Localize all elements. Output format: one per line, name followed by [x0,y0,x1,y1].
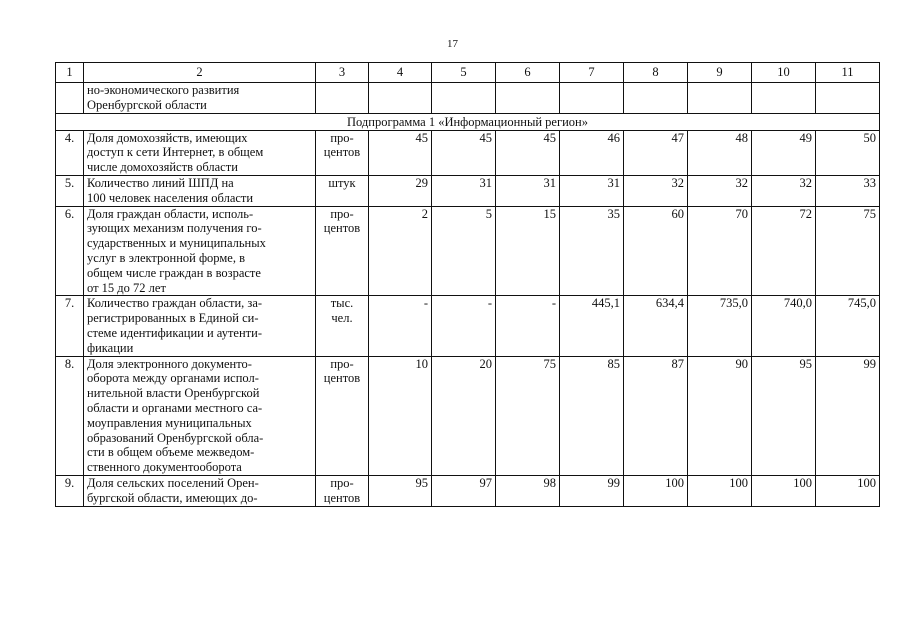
value-cell: 745,0 [816,296,880,356]
page-number: 17 [447,38,458,50]
unit-line: центов [323,371,361,386]
unit-line: центов [323,490,361,505]
text-line: услуг в электронной форме, в [87,250,245,265]
text-line: но-экономического развития [87,83,240,97]
table-row [56,130,880,175]
value-cell: 740,0 [752,296,816,356]
value-cell: 98 [496,475,560,506]
unit-cell [316,130,369,175]
value-cell: 31 [432,175,496,206]
column-header: 11 [816,63,880,83]
text-line: Доля сельских поселений Орен- [87,475,259,490]
row-number: 4. [56,130,84,175]
indicators-table [55,62,880,507]
value-cell: 85 [560,356,624,475]
column-header: 4 [369,63,432,83]
value-cell: 5 [432,206,496,296]
value-cell: 95 [369,475,432,506]
value-cell: 20 [432,356,496,475]
text-line: регистрированных в Единой си- [87,311,259,326]
value-cell: 100 [816,475,880,506]
text-line: стеме идентификации и аутенти- [87,325,262,340]
value-cell: 47 [624,130,688,175]
value-cell: 31 [560,175,624,206]
value-cell: 100 [752,475,816,506]
value-cell: 31 [496,175,560,206]
unit-line: про- [330,206,354,221]
unit-line: центов [323,221,361,236]
column-header: 3 [316,63,369,83]
unit-line: центов [323,145,361,160]
unit-line: про- [330,356,354,371]
indicator-description [84,175,316,206]
table-row [56,475,880,506]
text-line: Количество граждан области, за- [87,296,263,311]
column-header: 8 [624,63,688,83]
value-cell: - [432,296,496,356]
unit-cell [316,296,369,356]
value-cell: 45 [432,130,496,175]
text-line: моуправления муниципальных [87,415,252,430]
table-row [56,296,880,356]
table-row [56,175,880,206]
value-cell: 100 [688,475,752,506]
unit-line: чел. [331,311,353,326]
table-row [56,206,880,296]
row-number: 8. [56,356,84,475]
unit-line: про- [330,130,354,145]
indicator-description [84,356,316,475]
value-cell: 72 [752,206,816,296]
value-cell: 100 [624,475,688,506]
section-row [56,113,880,130]
text-line: нительной власти Оренбургской [87,386,260,401]
text-line: доступ к сети Интернет, в общем [87,145,264,160]
unit-line: штук [328,175,356,190]
indicator-description [84,296,316,356]
indicator-description [84,206,316,296]
text-line: зующих механизм получения го- [87,221,262,236]
value-cell: 60 [624,206,688,296]
column-header: 2 [84,63,316,83]
column-header: 9 [688,63,752,83]
value-cell: 32 [688,175,752,206]
value-cell: 45 [369,130,432,175]
row-number: 9. [56,475,84,506]
value-cell: 75 [496,356,560,475]
value-cell: 87 [624,356,688,475]
text-line: Доля домохозяйств, имеющих [87,130,248,145]
value-cell: 50 [816,130,880,175]
value-cell: 2 [369,206,432,296]
row-number: 7. [56,296,84,356]
text-line: 100 человек населения области [87,190,254,205]
text-line: фикации [87,340,134,355]
text-line: области и органами местного са- [87,400,263,415]
value-cell: - [369,296,432,356]
column-header: 1 [56,63,84,83]
value-cell: 49 [752,130,816,175]
text-line: образований Оренбургской обла- [87,430,264,445]
text-line: бургской области, имеющих до- [87,490,258,505]
value-cell: 99 [816,356,880,475]
value-cell: 735,0 [688,296,752,356]
column-header: 6 [496,63,560,83]
column-header: 10 [752,63,816,83]
text-line: оборота между органами испол- [87,371,259,386]
section-title: Подпрограмма 1 «Информационный регион» [56,113,880,130]
value-cell: 75 [816,206,880,296]
unit-cell [316,356,369,475]
value-cell: 95 [752,356,816,475]
unit-cell [316,175,369,206]
text-line: Количество линий ШПД на [87,175,234,190]
column-number-row [56,63,880,83]
value-cell: 634,4 [624,296,688,356]
text-line: числе домохозяйств области [87,160,238,175]
column-header: 7 [560,63,624,83]
text-line: сти в общем объеме межведом- [87,445,255,460]
continuation-description [84,83,316,114]
text-line: сударственных и муниципальных [87,236,266,251]
value-cell: 70 [688,206,752,296]
text-line: Доля электронного документо- [87,356,252,371]
indicator-description [84,130,316,175]
text-line: Оренбургской области [87,97,207,112]
value-cell: - [496,296,560,356]
continuation-row [56,83,880,114]
value-cell: 15 [496,206,560,296]
value-cell: 29 [369,175,432,206]
table-row [56,356,880,475]
column-header: 5 [432,63,496,83]
value-cell: 35 [560,206,624,296]
value-cell: 445,1 [560,296,624,356]
indicator-description [84,475,316,506]
row-number: 6. [56,206,84,296]
unit-line: тыс. [330,296,354,311]
text-line: Доля граждан области, исполь- [87,206,254,221]
value-cell: 45 [496,130,560,175]
unit-cell [316,475,369,506]
unit-line: про- [330,475,354,490]
text-line: общем числе граждан в возрасте [87,265,261,280]
value-cell: 32 [752,175,816,206]
value-cell: 32 [624,175,688,206]
value-cell: 33 [816,175,880,206]
unit-cell [316,206,369,296]
value-cell: 10 [369,356,432,475]
value-cell: 48 [688,130,752,175]
value-cell: 90 [688,356,752,475]
value-cell: 99 [560,475,624,506]
row-number: 5. [56,175,84,206]
value-cell: 46 [560,130,624,175]
text-line: ственного документооборота [87,460,242,475]
value-cell: 97 [432,475,496,506]
text-line: от 15 до 72 лет [87,280,166,295]
